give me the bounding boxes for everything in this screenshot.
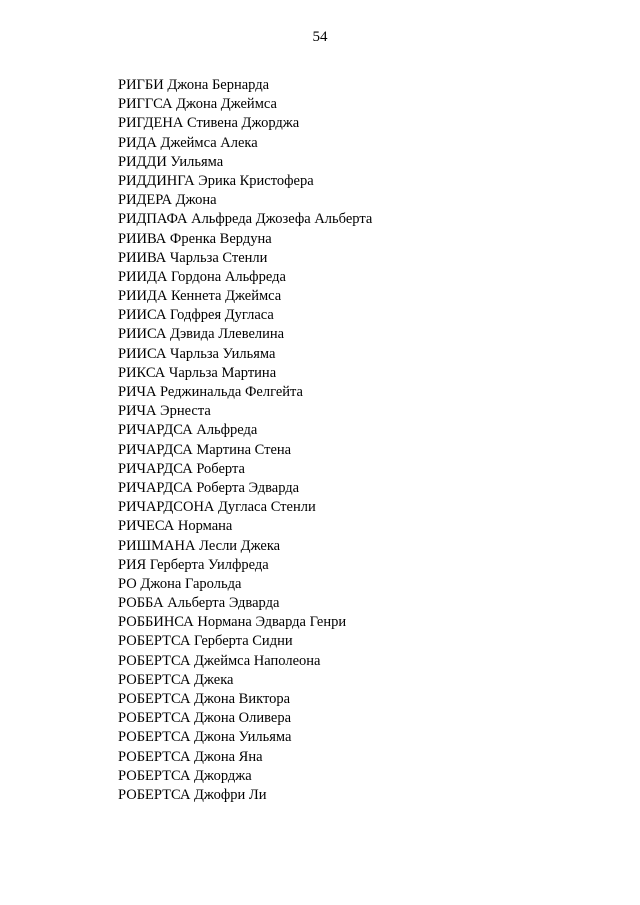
list-item: РОБЕРТСА Герберта Сидни: [118, 633, 293, 650]
list-item: РИДЕРА Джона: [118, 192, 217, 209]
list-item: РИЧАРДСА Альфреда: [118, 422, 258, 439]
list-item: РИДА Джеймса Алека: [118, 134, 258, 151]
list-item: РИИСА Дэвида Ллевелина: [118, 326, 285, 343]
list-item: РИГГСА Джона Джеймса: [118, 96, 277, 113]
list-item: РИДДИ Уильяма: [118, 153, 224, 170]
list-item: РОБЕРТСА Джона Уильяма: [118, 729, 292, 746]
list-item: РИЧАРДСА Роберта Эдварда: [118, 479, 300, 496]
list-item: РИКСА Чарльза Мартина: [118, 364, 277, 381]
list-item: РО Джона Гарольда: [118, 575, 242, 592]
list-item: РИИДА Гордона Альфреда: [118, 268, 286, 285]
list-item: РИЧА Реджинальда Фелгейта: [118, 384, 303, 400]
list-item: РИГБИ Джона Бернарда: [118, 77, 270, 93]
list-item: РОБЕРТСА Джофри Ли: [118, 786, 267, 803]
list-item: РИДДИНГА Эрика Кристофера: [118, 172, 314, 189]
page-number: 54: [312, 29, 328, 45]
list-item: РОБЕРТСА Джона Оливера: [118, 710, 292, 727]
list-item: РОББИНСА Нормана Эдварда Генри: [118, 614, 347, 631]
list-item: РИГДЕНА Стивена Джорджа: [118, 115, 300, 132]
list-item: РОБЕРТСА Джона Виктора: [118, 691, 291, 707]
list-item: РИИВА Френка Вердуна: [118, 230, 272, 247]
list-item: РИИСА Чарльза Уильяма: [118, 345, 276, 362]
list-item: РИЧЕСА Нормана: [118, 518, 233, 535]
list-item: РОБЕРТСА Джека: [118, 671, 234, 688]
list-item: РИШМАНА Лесли Джека: [118, 537, 281, 554]
list-item: РИЧАРДСА Роберта: [118, 460, 245, 477]
list-item: РОБЕРТСА Джорджа: [118, 767, 252, 784]
list-item: РИЯ Герберта Уилфреда: [118, 556, 269, 573]
list-item: РОБЕРТСА Джона Яна: [118, 748, 263, 765]
list-item: РИЧА Эрнеста: [118, 403, 211, 420]
name-list: [118, 76, 372, 805]
list-item: РОБЕРТСА Джеймса Наполеона: [118, 652, 321, 669]
list-item: РИДПАФА Альфреда Джозефа Альберта: [118, 211, 373, 228]
list-item: РИИДА Кеннета Джеймса: [118, 288, 282, 305]
list-item: РИЧАРДСОНА Дугласа Стенли: [118, 499, 316, 516]
list-item: РОББА Альберта Эдварда: [118, 595, 280, 612]
list-item: РИИСА Годфрея Дугласа: [118, 307, 274, 324]
list-item: РИЧАРДСА Мартина Стена: [118, 441, 292, 458]
list-item: РИИВА Чарльза Стенли: [118, 249, 268, 266]
